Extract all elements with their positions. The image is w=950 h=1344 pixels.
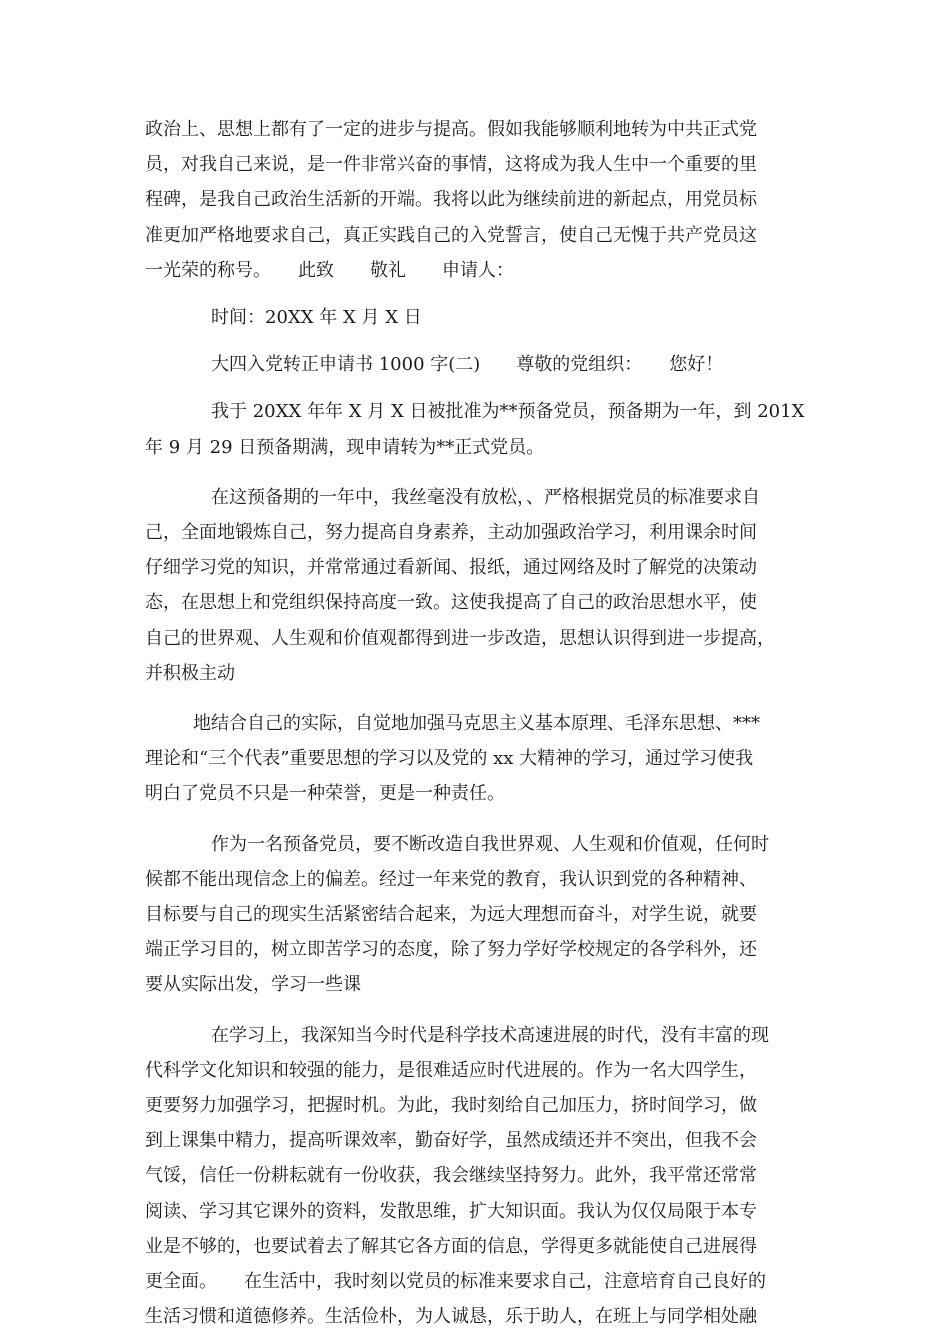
text-line: 端正学习目的，树立即苦学习的态度，除了努力学好学校规定的各学科外，还: [145, 939, 757, 961]
paragraph-worldview: [145, 827, 807, 1003]
text-line: 代科学文化知识和较强的能力，是很难适应时代进展的。作为一名大四学生，: [145, 1059, 757, 1081]
text-line: 在学习上，我深知当今时代是科学技术高速进展的时代，没有丰富的现: [211, 1024, 769, 1046]
text-line: 准更加严格地要求自己，真正实践自己的入党誓言，使自己无愧于共产党员这: [145, 224, 757, 246]
paragraph-probation: [145, 480, 807, 691]
paragraph-continuation: [145, 112, 807, 288]
text-line: 我于 20XX 年年 X 月 X 日被批准为**预备党员，预备期为一年，到 201X: [211, 401, 805, 423]
text-line: 态，在思想上和党组织保持高度一致。这使我提高了自己的政治思想水平，使: [145, 592, 757, 614]
text-line: 更全面。 在生活中，我时刻以党员的标准来要求自己，注意培育自己良好的: [145, 1271, 766, 1293]
text-line: 己，全面地锻炼自己，努力提高自身素养，主动加强政治学习，利用课余时间: [145, 522, 757, 544]
text-line: 并积极主动: [145, 662, 235, 684]
text-line: 在这预备期的一年中，我丝毫没有放松，、严格根据党员的标准要求自: [211, 486, 760, 508]
text-line: 地结合自己的实际，自觉地加强马克思主义基本原理、毛泽东思想、***: [193, 713, 760, 735]
section-heading: [145, 347, 807, 382]
text-line: 一光荣的称号。 此致 敬礼 申请人：: [145, 259, 514, 281]
text-line: 气馁，信任一份耕耘就有一份收获，我会继续坚持努力。此外，我平常还常常: [145, 1165, 757, 1187]
text-line: 员，对我自己来说，是一件非常兴奋的事情，这将成为我人生中一个重要的里: [145, 154, 757, 176]
text-line: 到上课集中精力，提高听课效率，勤奋好学，虽然成绩还并不突出，但我不会: [145, 1130, 757, 1152]
paragraph-study: [145, 1018, 807, 1335]
text-line: 作为一名预备党员，要不断改造自我世界观、人生观和价值观，任何时: [211, 833, 769, 855]
text-line: 更要努力加强学习，把握时机。为此，我时刻给自己加压力，挤时间学习，做: [145, 1095, 757, 1117]
text-line: 大四入党转正申请书 1000 字(二) 尊敬的党组织： 您好！: [211, 354, 724, 376]
text-line: 年 9 月 29 日预备期满，现申请转为**正式党员。: [145, 436, 545, 458]
date-line: [145, 300, 807, 335]
text-line: 自己的世界观、人生观和价值观都得到进一步改造，思想认识得到进一步提高，: [145, 627, 775, 649]
text-line: 理论和“三个代表”重要思想的学习以及党的 xx 大精神的学习，通过学习使我: [145, 748, 754, 770]
text-line: 候都不能出现信念上的偏差。经过一年来党的教育，我认识到党的各种精神、: [145, 868, 757, 890]
text-line: 程碑，是我自己政治生活新的开端。我将以此为继续前进的新起点，用党员标: [145, 189, 757, 211]
paragraph-theory: [145, 706, 807, 812]
text-line: 明白了党员不只是一种荣誉，更是一种责任。: [145, 783, 505, 805]
text-line: 仔细学习党的知识，并常常通过看新闻、报纸，通过网络及时了解党的决策动: [145, 557, 757, 579]
text-line: 业是不够的，也要试着去了解其它各方面的信息，学得更多就能使自己进展得: [145, 1235, 757, 1257]
text-line: 生活习惯和道德修养。生活俭朴，为人诚恳，乐于助人，在班上与同学相处融: [145, 1306, 757, 1328]
text-line: 阅读、学习其它课外的资料，发散思维，扩大知识面。我认为仅仅局限于本专: [145, 1200, 757, 1222]
text-line: 要从实际出发，学习一些课: [145, 974, 361, 996]
text-line: 时间：20XX 年 X 月 X 日: [211, 307, 422, 329]
document-page: [145, 112, 807, 1335]
text-line: 政治上、思想上都有了一定的进步与提高。假如我能够顺利地转为中共正式党: [145, 119, 757, 140]
paragraph-approval: [145, 394, 807, 464]
text-line: 目标要与自己的现实生活紧密结合起来，为远大理想而奋斗，对学生说，就要: [145, 904, 757, 926]
